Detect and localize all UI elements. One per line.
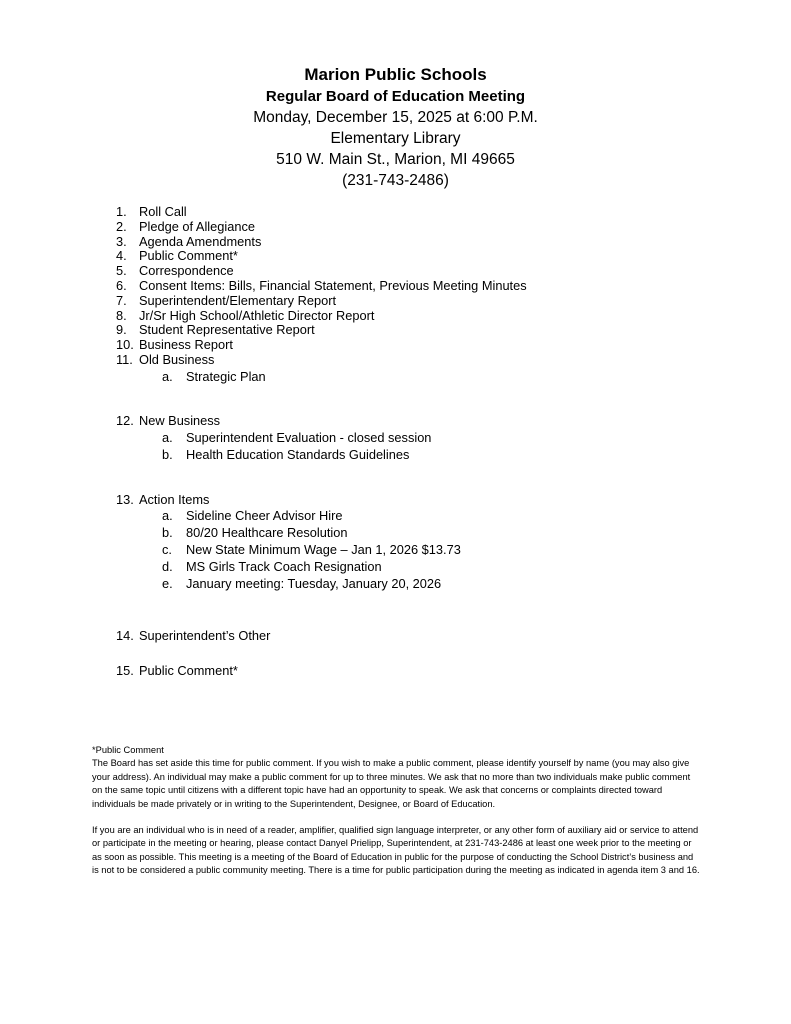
- footnote-paragraph-2: If you are an individual who is in need of a reader, amplifier, qualified sign language interpreter, or any other form of auxiliary aid or service to attend or participate in the meeting or hearing, please contact Danyel Prielipp, Superintendent, at 231-743-2486 at least one week prior to the meeting or as soon as possible. This meeting is a meeting of the Board of Education in public for the purpose of conducting the School District’s business and is not to be considered a public community meeting. There is a time for public participation during the meeting as indicated in agenda item 3 and 16.: [92, 825, 700, 876]
- meeting-address: 510 W. Main St., Marion, MI 49665: [276, 151, 515, 168]
- item-number: 4.: [116, 248, 127, 264]
- item-text: Old Business: [139, 351, 215, 367]
- item-number: 1.: [116, 204, 127, 219]
- item-text: Roll Call: [139, 204, 187, 219]
- item-number: 9.: [116, 322, 127, 338]
- agenda-subitem: [162, 368, 676, 385]
- agenda-subitem: [162, 558, 676, 575]
- school-name: Marion Public Schools: [304, 65, 487, 84]
- subitem-text: New State Minimum Wage – Jan 1, 2026 $13.73: [186, 542, 461, 558]
- item-text: Business Report: [139, 337, 233, 353]
- agenda-list: [116, 205, 676, 679]
- item-text: Action Items: [139, 491, 210, 507]
- subitem-letter: e.: [162, 576, 173, 592]
- subitem-letter: a.: [162, 429, 173, 445]
- agenda-item: [116, 629, 676, 644]
- document-header: [0, 64, 791, 191]
- agenda-item: [116, 323, 676, 338]
- agenda-item: [116, 220, 676, 235]
- item-number: 8.: [116, 307, 127, 323]
- agenda-item: [116, 493, 676, 508]
- subitem-text: Sideline Cheer Advisor Hire: [186, 508, 343, 524]
- agenda-item: [116, 279, 676, 294]
- item-text: Pledge of Allegiance: [139, 218, 255, 234]
- agenda-item: [116, 294, 676, 309]
- footnote-paragraph-1: The Board has set aside this time for public comment. If you wish to make a public comment, please identify yourself by name (you may also give your address). An individual may make a public comment for up to three minutes. We ask that no more than two individuals make public comment on the same topic until citizens with a different topic have had an opportunity to speak. We ask that concerns or complaints directed toward individuals be made privately or in writing to the Superintendent, Designee, or Board of Education.: [92, 758, 691, 809]
- subitem-letter: c.: [162, 542, 172, 558]
- meeting-date: Monday, December 15, 2025 at 6:00 P.M.: [253, 109, 538, 126]
- item-text: New Business: [139, 412, 221, 428]
- subitem-text: Health Education Standards Guidelines: [186, 446, 410, 462]
- item-number: 5.: [116, 263, 127, 279]
- agenda-subitem: [162, 524, 676, 541]
- agenda-item: [116, 309, 676, 324]
- agenda-subitem: [162, 507, 676, 524]
- agenda-item: [116, 235, 676, 250]
- item-text: Correspondence: [139, 263, 234, 279]
- meeting-phone: (231-743-2486): [342, 172, 449, 189]
- item-number: 7.: [116, 292, 127, 308]
- subitem-text: Strategic Plan: [186, 368, 266, 384]
- agenda-item: [116, 353, 676, 368]
- agenda-item: [116, 664, 676, 679]
- agenda-item: [116, 338, 676, 353]
- meeting-location: Elementary Library: [330, 130, 461, 147]
- item-text: Public Comment*: [139, 248, 238, 264]
- item-number: 15.: [116, 663, 134, 679]
- item-number: 6.: [116, 277, 127, 293]
- item-number: 12.: [116, 412, 134, 428]
- item-number: 3.: [116, 233, 127, 249]
- agenda-subitem: [162, 429, 676, 446]
- item-text: Superintendent/Elementary Report: [139, 292, 337, 308]
- subitem-text: 80/20 Healthcare Resolution: [186, 525, 348, 541]
- item-number: 10.: [116, 337, 134, 353]
- item-text: Student Representative Report: [139, 322, 315, 338]
- agenda-item: [116, 414, 676, 429]
- item-text: Consent Items: Bills, Financial Statement, Previous Meeting Minutes: [139, 277, 527, 293]
- agenda-item: [116, 205, 676, 220]
- subitem-letter: a.: [162, 508, 173, 524]
- footnote-title: *Public Comment: [92, 745, 164, 755]
- agenda-item: [116, 264, 676, 279]
- subitem-text: MS Girls Track Coach Resignation: [186, 559, 382, 575]
- subitem-text: January meeting: Tuesday, January 20, 2026: [186, 576, 442, 592]
- agenda-subitem: [162, 575, 676, 592]
- public-comment-footnote: [92, 744, 702, 878]
- subitem-letter: b.: [162, 525, 173, 541]
- item-number: 11.: [116, 351, 133, 367]
- subitem-letter: a.: [162, 368, 173, 384]
- subitem-letter: d.: [162, 559, 173, 575]
- item-number: 14.: [116, 628, 134, 644]
- subitem-letter: b.: [162, 446, 173, 462]
- subitem-text: Superintendent Evaluation - closed session: [186, 429, 432, 445]
- item-text: Jr/Sr High School/Athletic Director Report: [139, 307, 375, 323]
- item-number: 13.: [116, 491, 134, 507]
- meeting-title: Regular Board of Education Meeting: [265, 88, 526, 105]
- item-number: 2.: [116, 218, 127, 234]
- agenda-subitem: [162, 446, 676, 463]
- item-text: Superintendent’s Other: [139, 628, 271, 644]
- item-text: Public Comment*: [139, 663, 238, 679]
- item-text: Agenda Amendments: [139, 233, 262, 249]
- agenda-subitem: [162, 541, 676, 558]
- agenda-item: [116, 249, 676, 264]
